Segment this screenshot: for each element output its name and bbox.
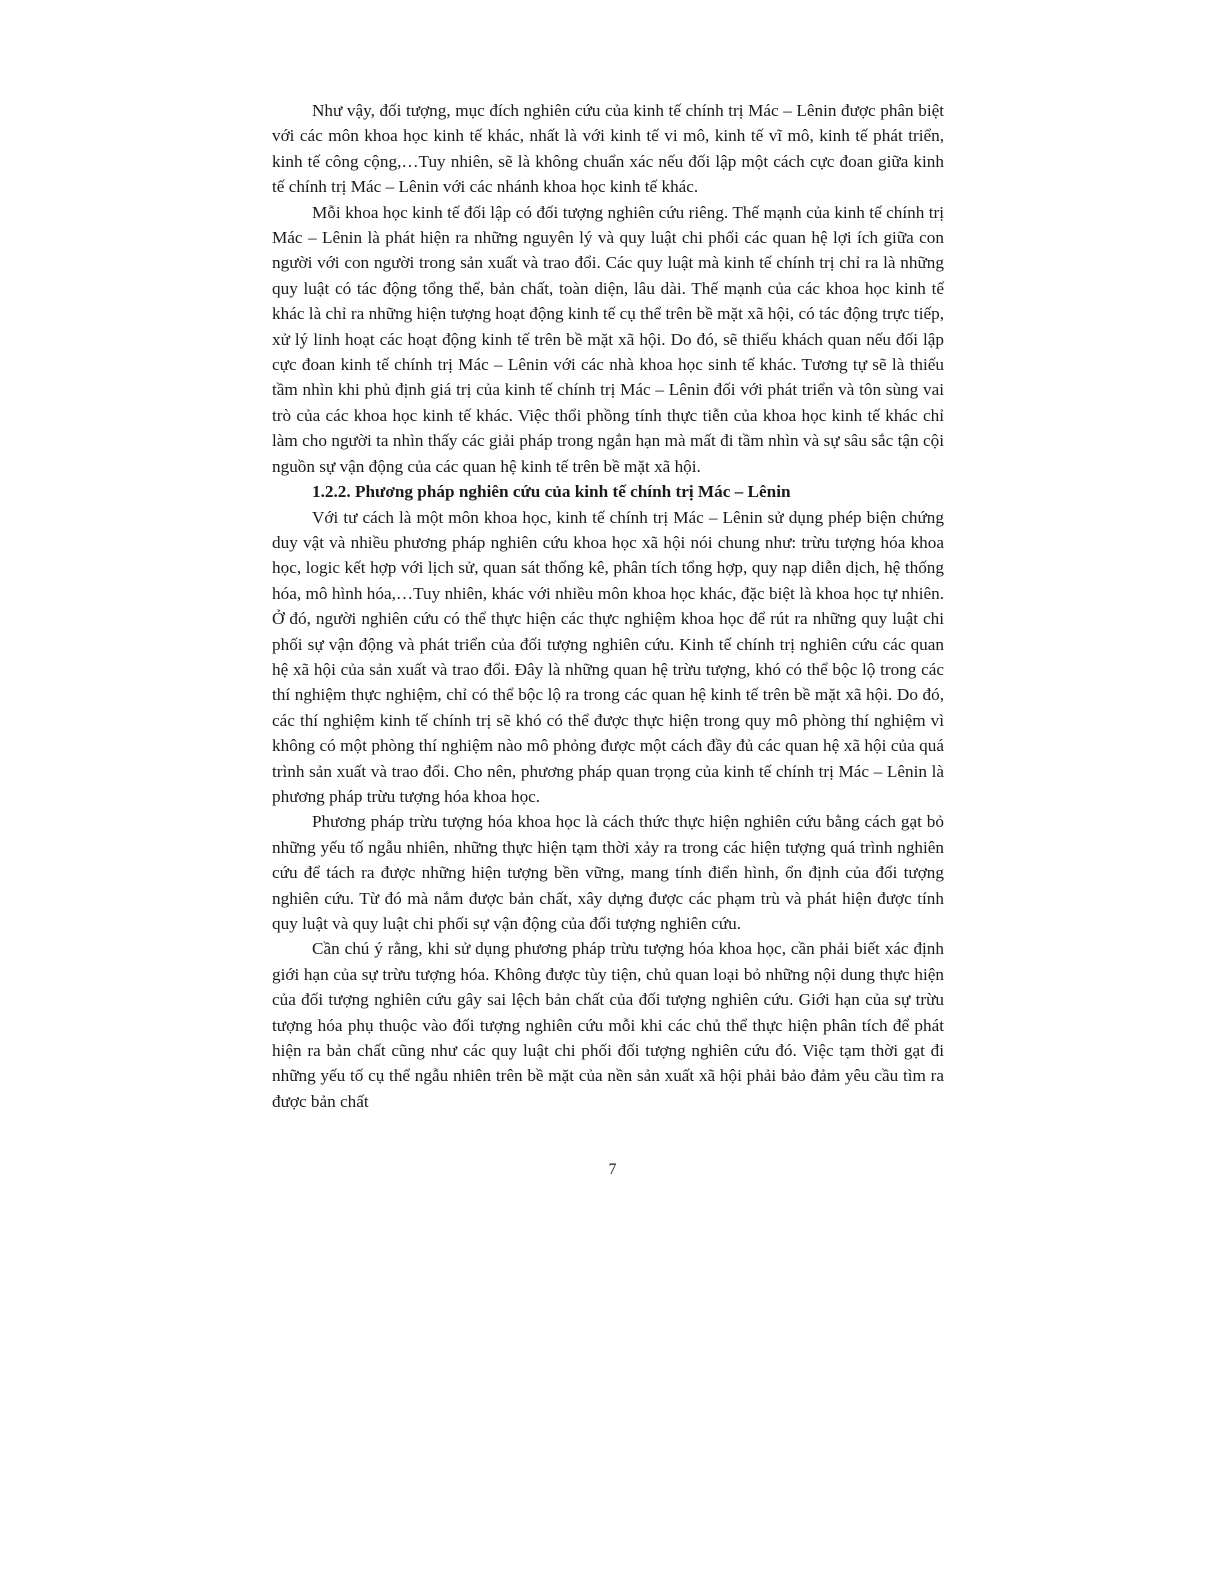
paragraph: Mỗi khoa học kinh tế đối lập có đối tượng nghiên cứu riêng. Thế mạnh của kinh tế chính trị Mác – Lênin là phát hiện ra những nguyên lý và quy luật chi phối các quan hệ lợi ích giữa con người với con người trong sản xuất và trao đổi. Các quy luật mà kinh tế chính trị chỉ ra là những quy luật có tác động tổng thể, bản chất, toàn diện, lâu dài. Thế mạnh của các khoa học kinh tế khác là chỉ ra những hiện tượng hoạt động kinh tế cụ thể trên bề mặt xã hội, có tác động trực tiếp, xử lý linh hoạt các hoạt động kinh tế trên bề mặt xã hội. Do đó, sẽ thiếu khách quan nếu đối lập cực đoan kinh tế chính trị Mác – Lênin với các nhà khoa học sinh tế khác. Tương tự sẽ là thiếu tầm nhìn khi phủ định giá trị của kinh tế chính trị Mác – Lênin đối với phát triển và tôn sùng vai trò của các khoa học kinh tế khác. Việc thổi phồng tính thực tiễn của khoa học kinh tế khác chỉ làm cho người ta nhìn thấy các giải pháp trong ngắn hạn mà mất đi tầm nhìn và sự sâu sắc tận cội nguồn sự vận động của các quan hệ kinh tế trên bề mặt xã hội. <box>272 202 944 476</box>
page-body <box>272 98 944 1114</box>
paragraph: Phương pháp trừu tượng hóa khoa học là cách thức thực hiện nghiên cứu bằng cách gạt bỏ những yếu tố ngẫu nhiên, những thực hiện tạm thời xảy ra trong các hiện tượng quá trình nghiên cứu để tách ra được những hiện tượng bền vững, mang tính điển hình, ổn định của đối tượng nghiên cứu. Từ đó mà nắm được bản chất, xây dựng được các phạm trù và phát hiện được tính quy luật và quy luật chi phối sự vận động của đối tượng nghiên cứu. <box>272 812 944 933</box>
page-number: 7 <box>608 1161 617 1178</box>
paragraph: Như vậy, đối tượng, mục đích nghiên cứu của kinh tế chính trị Mác – Lênin được phân biệt với các môn khoa học kinh tế khác, nhất là với kinh tế vi mô, kinh tế vĩ mô, kinh tế phát triển, kinh tế công cộng,…Tuy nhiên, sẽ là không chuẩn xác nếu đối lập một cách cực đoan giữa kinh tế chính trị Mác – Lênin với các nhánh khoa học kinh tế khác. <box>272 101 944 197</box>
paragraph: Với tư cách là một môn khoa học, kinh tế chính trị Mác – Lênin sử dụng phép biện chứng duy vật và nhiều phương pháp nghiên cứu khoa học xã hội nói chung như: trừu tượng hóa khoa học, logic kết hợp với lịch sử, quan sát thống kê, phân tích tổng hợp, quy nạp diễn dịch, hệ thống hóa, mô hình hóa,…Tuy nhiên, khác với nhiều môn khoa học khác, đặc biệt là khoa học tự nhiên. Ở đó, người nghiên cứu có thể thực hiện các thực nghiệm khoa học để rút ra những quy luật chi phối sự vận động và phát triển của đối tượng nghiên cứu. Kinh tế chính trị nghiên cứu các quan hệ xã hội của sản xuất và trao đổi. Đây là những quan hệ trừu tượng, khó có thể bộc lộ trong các thí nghiệm thực nghiệm, chỉ có thể bộc lộ ra trong các quan hệ kinh tế trên bề mặt xã hội. Do đó, các thí nghiệm kinh tế chính trị sẽ khó có thể được thực hiện trong quy mô phòng thí nghiệm vì không có một phòng thí nghiệm nào mô phỏng được một cách đầy đủ các quan hệ xã hội của quá trình sản xuất và trao đổi. Cho nên, phương pháp quan trọng của kinh tế chính trị Mác – Lênin là phương pháp trừu tượng hóa khoa học. <box>272 507 944 806</box>
section-heading: 1.2.2. Phương pháp nghiên cứu của kinh tế chính trị Mác – Lênin <box>312 482 791 502</box>
paragraph: Cần chú ý rằng, khi sử dụng phương pháp trừu tượng hóa khoa học, cần phải biết xác định giới hạn của sự trừu tượng hóa. Không được tùy tiện, chủ quan loại bỏ những nội dung thực hiện của đối tượng nghiên cứu gây sai lệch bản chất của đối tượng nghiên cứu. Giới hạn của sự trừu tượng hóa phụ thuộc vào đối tượng nghiên cứu mỗi khi các chủ thể thực hiện phân tích để phát hiện ra bản chất cũng như các quy luật chi phối đối tượng nghiên cứu đó. Việc tạm thời gạt đi những yếu tố cụ thể ngẫu nhiên trên bề mặt của nền sản xuất xã hội phải bảo đảm yêu cầu tìm ra được bản chất <box>272 939 944 1111</box>
